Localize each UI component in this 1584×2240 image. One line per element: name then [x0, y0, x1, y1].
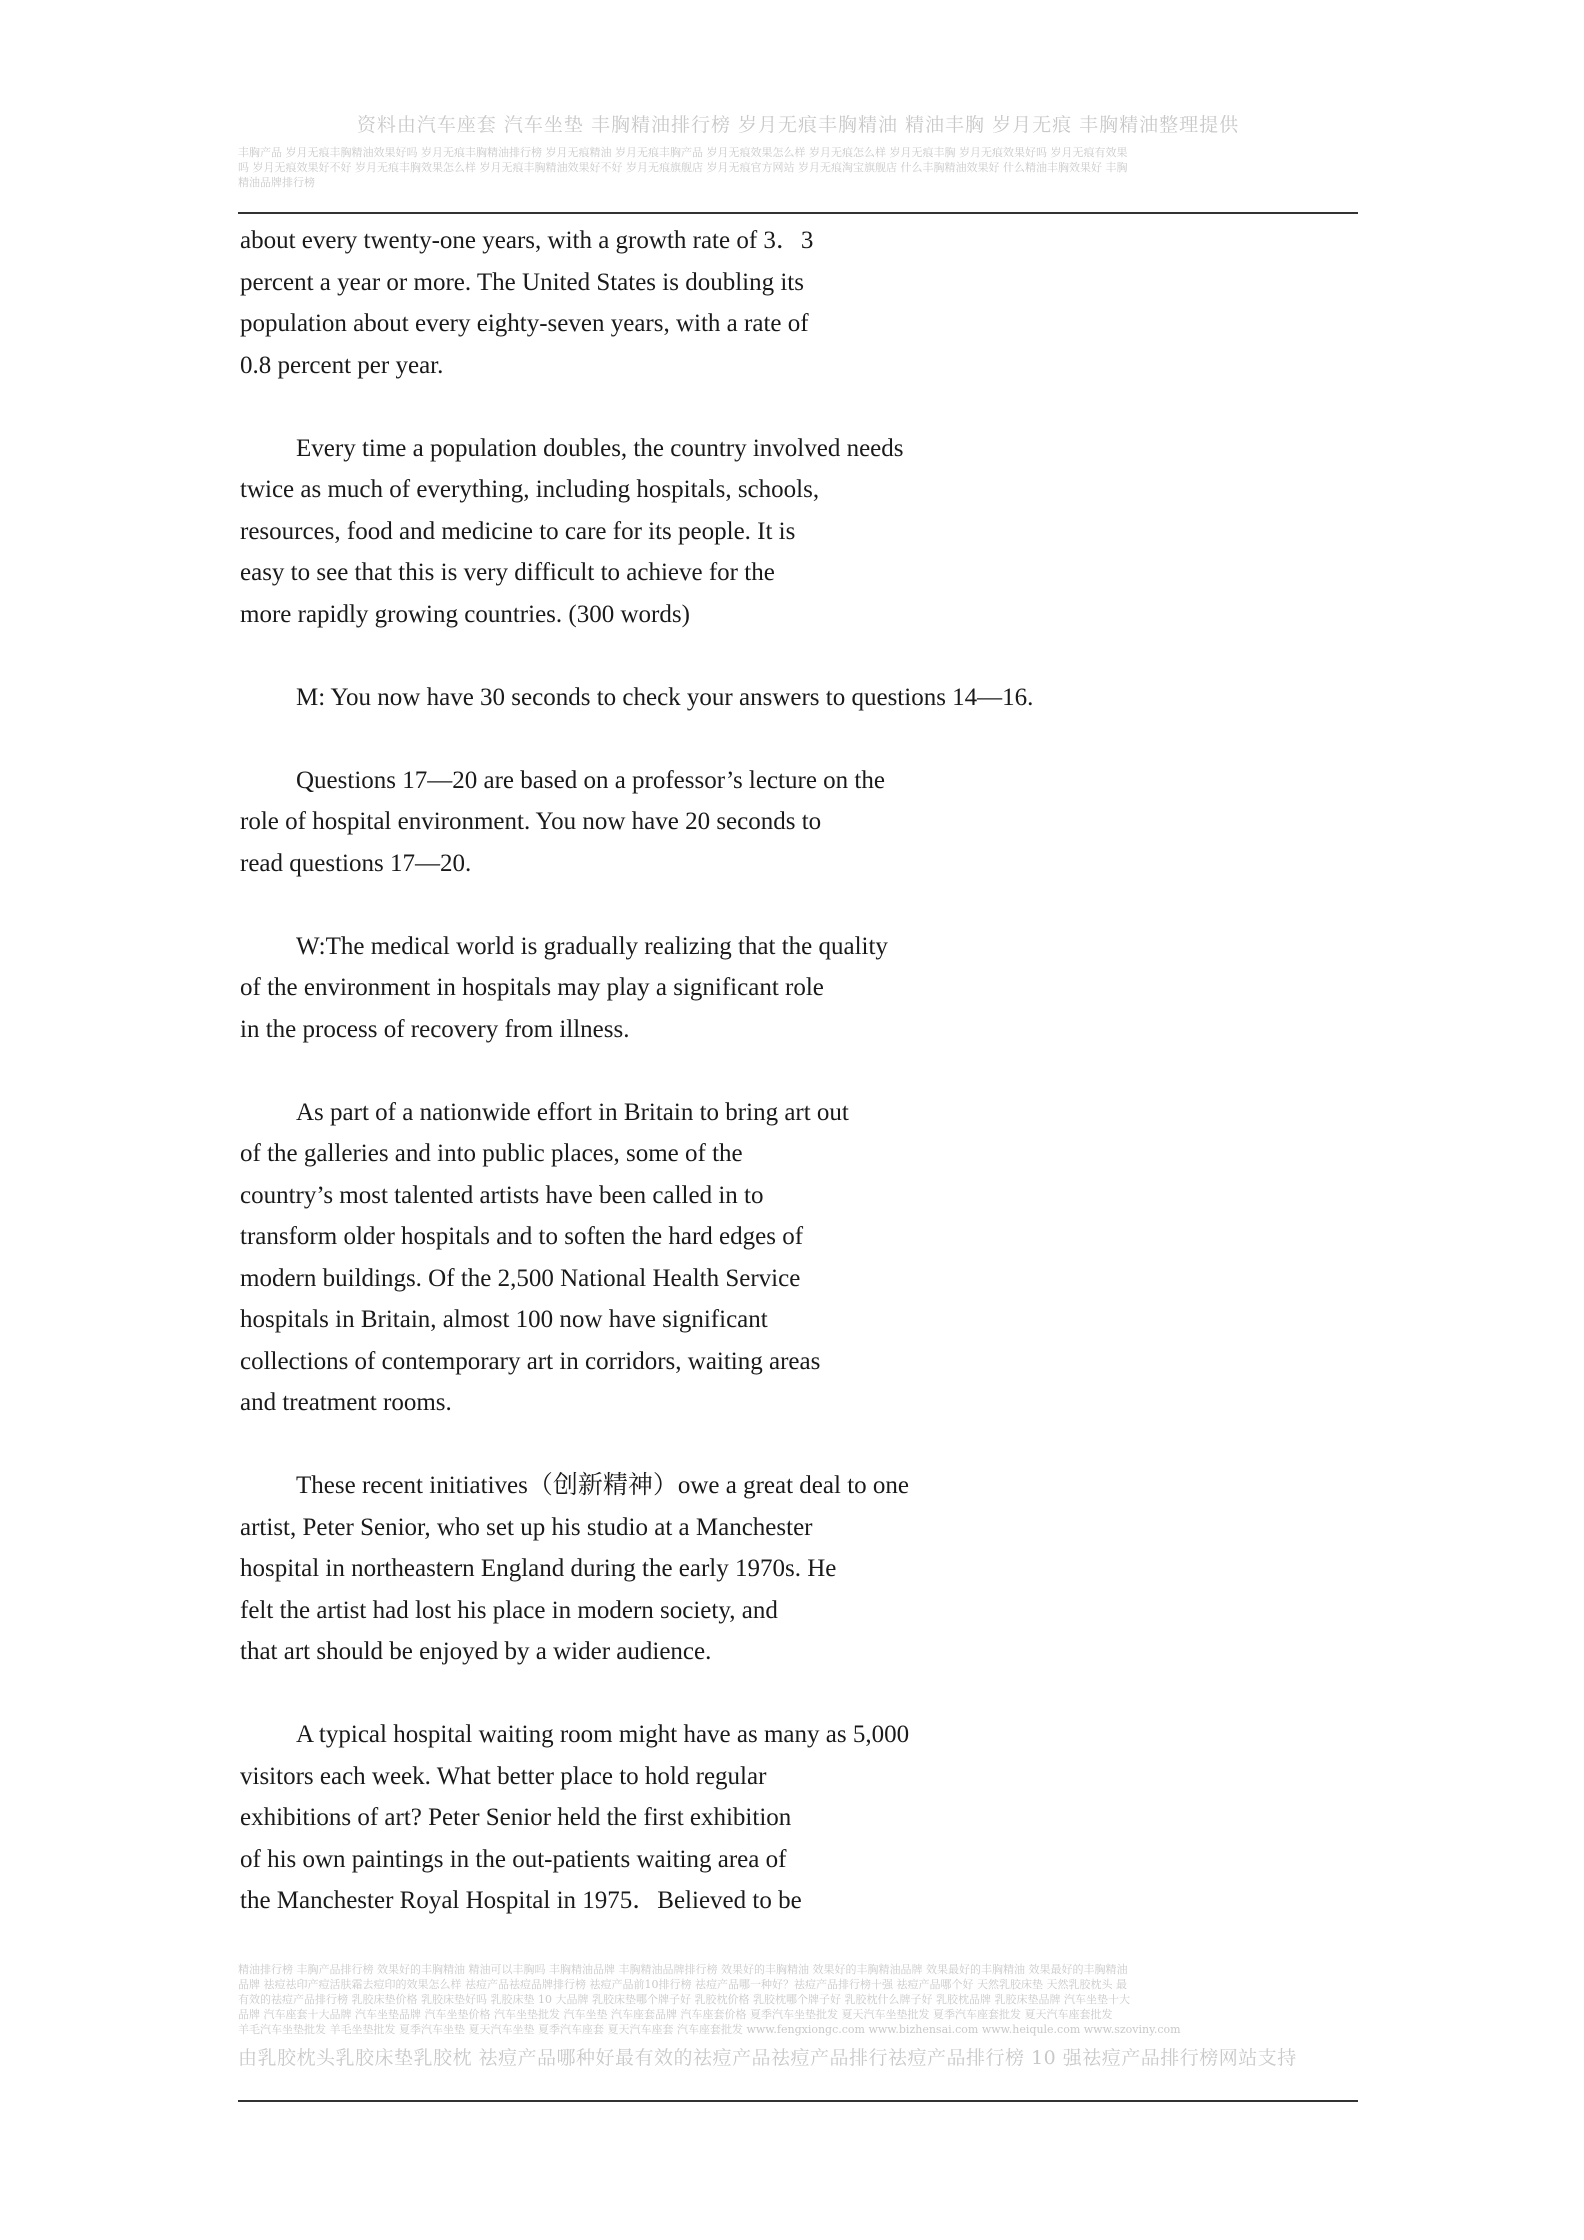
- watermark-footer-text: 由乳胶枕头乳胶床垫乳胶枕 祛痘产品哪种好最有效的祛痘产品祛痘产品排行祛痘产品排行榜 10 强祛痘产品排行榜网站支持: [238, 2047, 1297, 2069]
- text-line: country’s most talented artists have been called in to: [240, 1181, 764, 1209]
- text-line: transform older hospitals and to soften the hard edges of: [240, 1223, 804, 1250]
- text-line: role of hospital environment. You now have 20 seconds to: [240, 808, 822, 835]
- text-line: M: You now have 30 seconds to check your answers to questions 14—16.: [296, 683, 1034, 711]
- text-line: twice as much of everything, including hospitals, schools,: [240, 476, 820, 503]
- text-line: Every time a population doubles, the country involved needs: [296, 434, 904, 462]
- text-line: of the galleries and into public places, some of the: [240, 1140, 743, 1167]
- footer-rule: [238, 2100, 1358, 2102]
- watermark-line: 有效的祛痘产品排行榜 乳胶床垫价格 乳胶床垫好吗 乳胶床垫 10 大品牌 乳胶床垫哪个牌子好 乳胶枕价格 乳胶枕哪个牌子好 乳胶枕什么牌子好 乳胶枕品牌 乳胶床垫品牌 汽车坐垫十大: [238, 1993, 1130, 2006]
- paragraph: [240, 1714, 1100, 1922]
- paragraph: [240, 1465, 1100, 1673]
- text-line: in the process of recovery from illness.: [240, 1015, 630, 1043]
- text-line: percent a year or more. The United States is doubling its: [240, 268, 804, 296]
- text-line: population about every eighty-seven years, with a rate of: [240, 310, 809, 337]
- watermark-line: 品牌 祛痘祛印产痘活肤霜去痘印的效果怎么样 祛痘产品祛痘品牌排行榜 祛痘产品前10排行榜 祛痘产品哪一种好？祛痘产品排行榜十强 祛痘产品哪个好 天然乳胶床垫 天然乳胶枕头 最: [238, 1978, 1127, 1991]
- text-line: As part of a nationwide effort in Britain to bring art out: [296, 1098, 849, 1126]
- text-line: more rapidly growing countries. (300 words): [240, 600, 690, 628]
- text-line: modern buildings. Of the 2,500 National Health Service: [240, 1264, 801, 1292]
- text-line: hospital in northeastern England during the early 1970s. He: [240, 1555, 837, 1582]
- text-line: that art should be enjoyed by a wider audience.: [240, 1638, 712, 1665]
- text-line: felt the artist had lost his place in modern society, and: [240, 1596, 778, 1624]
- paragraph: [240, 428, 1100, 636]
- text-line: easy to see that this is very difficult to achieve for the: [240, 559, 775, 586]
- text-line: about every twenty-one years, with a growth rate of 3．3: [240, 227, 814, 254]
- watermark-line: 羊毛汽车坐垫批发 羊毛坐垫批发 夏季汽车坐垫 夏天汽车坐垫 夏季汽车座套 夏天汽车座套 汽车座套批发 www.fengxiongc.com www.bizhensai.com www.heiqule.com www.szoviny.com: [238, 2023, 1181, 2036]
- paragraph: [240, 220, 1100, 386]
- watermark-title: 资料由汽车座套 汽车坐垫 丰胸精油排行榜 岁月无痕丰胸精油 精油丰胸 岁月无痕 丰胸精油整理提供: [356, 114, 1240, 136]
- text-line: hospitals in Britain, almost 100 now have significant: [240, 1306, 768, 1333]
- text-line: W:The medical world is gradually realizing that the quality: [296, 932, 888, 960]
- text-line: visitors each week. What better place to hold regular: [240, 1762, 767, 1790]
- paragraph: [240, 1092, 1100, 1424]
- watermark-line: 精油品牌排行榜: [238, 176, 315, 189]
- text-line: collections of contemporary art in corridors, waiting areas: [240, 1347, 821, 1375]
- text-line: and treatment rooms.: [240, 1389, 452, 1416]
- watermark-header: [238, 110, 1358, 190]
- text-line: read questions 17—20.: [240, 849, 472, 877]
- text-line: 0.8 percent per year.: [240, 351, 444, 379]
- watermark-line: 吗 岁月无痕效果好不好 岁月无痕丰胸效果怎么样 岁月无痕丰胸精油效果好不好 岁月无痕旗舰店 岁月无痕官方网站 岁月无痕淘宝旗舰店 什么丰胸精油效果好 什么精油丰胸效果好 丰胸: [238, 161, 1128, 174]
- text-line: of the environment in hospitals may play a significant role: [240, 974, 824, 1001]
- text-line: These recent initiatives（创新精神）owe a great deal to one: [296, 1472, 909, 1499]
- text-line: artist, Peter Senior, who set up his studio at a Manchester: [240, 1513, 813, 1541]
- text-line: Questions 17—20 are based on a professor’s lecture on the: [296, 766, 885, 794]
- header-rule: [238, 212, 1358, 214]
- watermark-footer: [238, 1962, 1358, 2070]
- watermark-line: 精油排行榜 丰胸产品排行榜 效果好的丰胸精油 精油可以丰胸吗 丰胸精油品牌 丰胸精油品牌排行榜 效果好的丰胸精油 效果好的丰胸精油品牌 效果最好的丰胸精油 效果最好的丰胸精油: [238, 1963, 1128, 1976]
- paragraph: [240, 677, 1100, 719]
- text-line: resources, food and medicine to care for its people. It is: [240, 517, 796, 545]
- text-line: exhibitions of art? Peter Senior held the first exhibition: [240, 1804, 792, 1831]
- paragraph: [240, 926, 1100, 1051]
- paragraph: [240, 760, 1100, 885]
- text-line: A typical hospital waiting room might have as many as 5,000: [296, 1721, 910, 1748]
- watermark-line: 丰胸产品 岁月无痕丰胸精油效果好吗 岁月无痕丰胸精油排行榜 岁月无痕精油 岁月无痕丰胸产品 岁月无痕效果怎么样 岁月无痕怎么样 岁月无痕丰胸 岁月无痕效果好吗 岁月无痕有效果: [238, 146, 1128, 159]
- text-line: of his own paintings in the out-patients waiting area of: [240, 1845, 787, 1873]
- text-line: the Manchester Royal Hospital in 1975．Believed to be: [240, 1887, 802, 1914]
- document-body: [240, 220, 1100, 1963]
- watermark-line: 品牌 汽车座套十大品牌 汽车坐垫品牌 汽车坐垫价格 汽车坐垫批发 汽车坐垫 汽车座套品牌 汽车座套价格 夏季汽车坐垫批发 夏天汽车坐垫批发 夏季汽车座套批发 夏天汽车座套批发: [238, 2008, 1113, 2021]
